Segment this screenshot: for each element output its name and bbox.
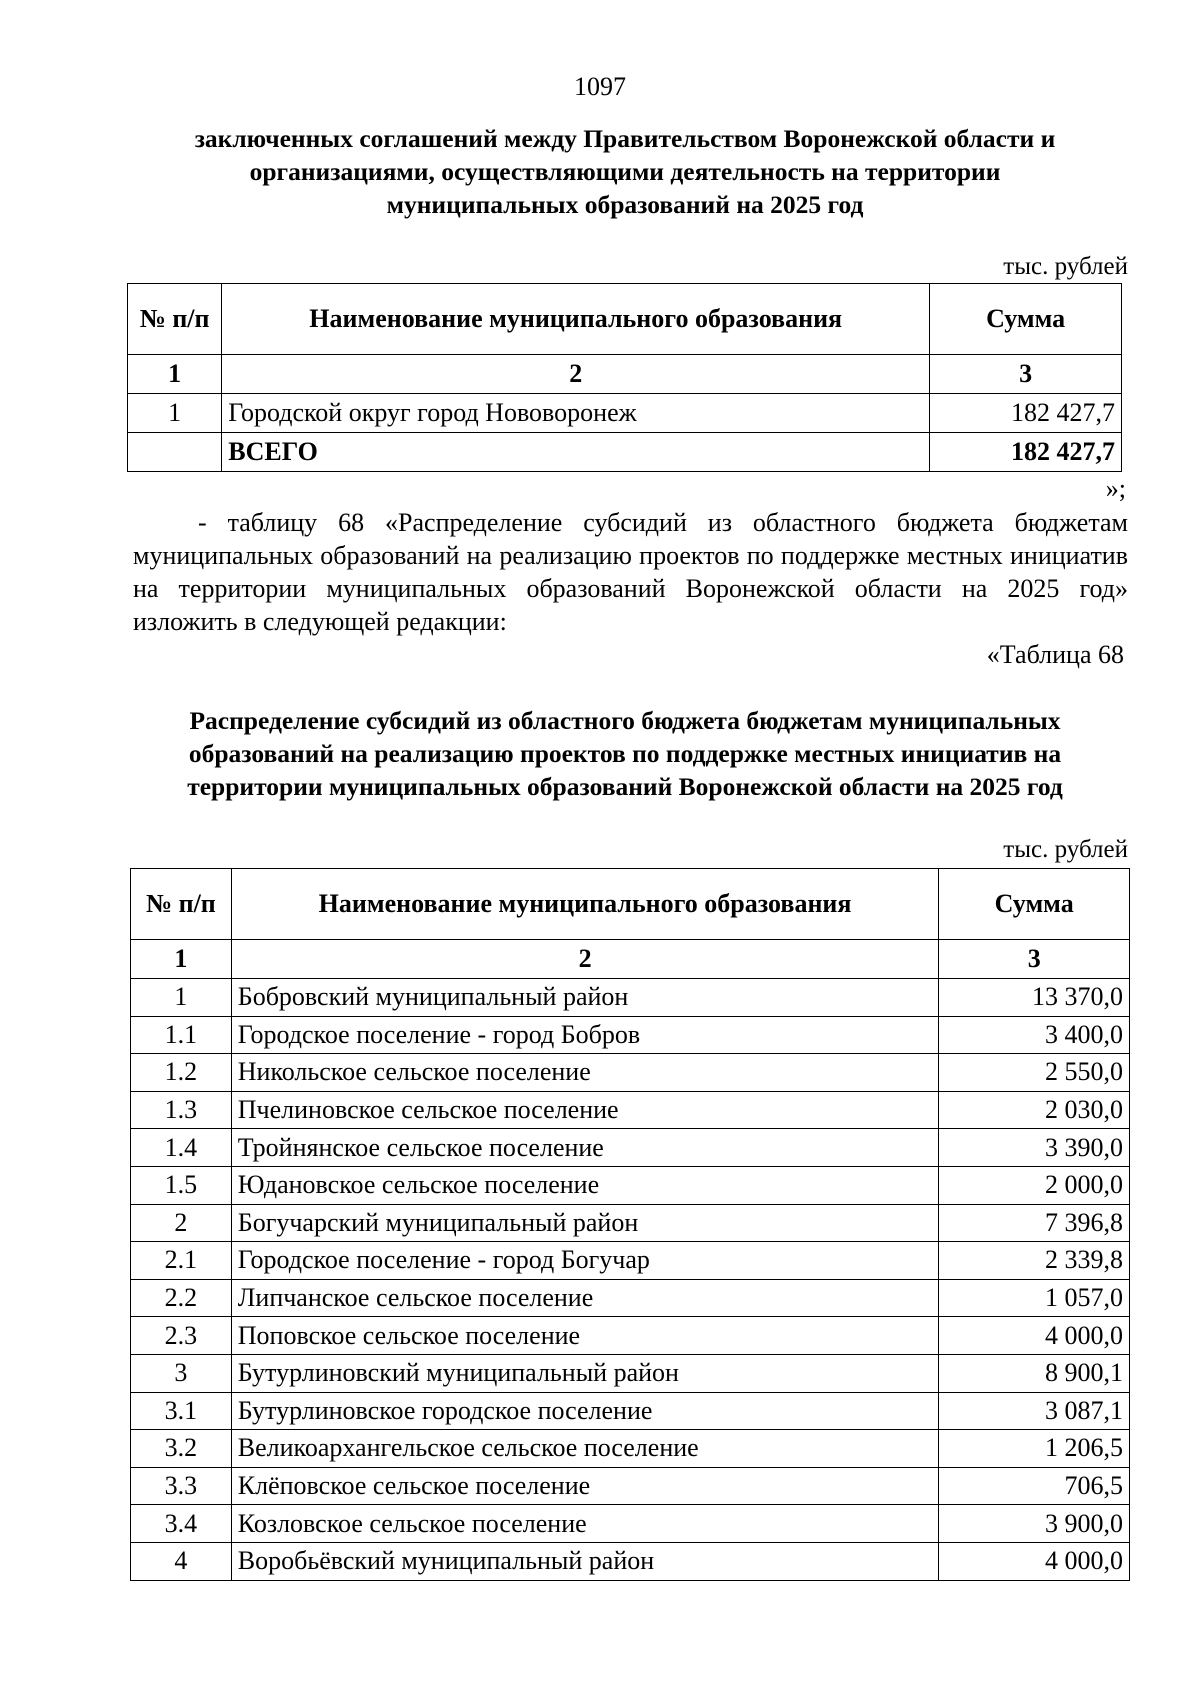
table-row <box>131 1129 1130 1167</box>
column-number: 3 <box>930 355 1122 394</box>
row-sum: 3 400,0 <box>939 1016 1130 1054</box>
row-name: Тройнянское сельское поселение <box>231 1129 939 1167</box>
column-number: 2 <box>231 940 939 979</box>
heading-line: территории муниципальных образований Воронежской области на 2025 год <box>187 772 1063 801</box>
row-name: Бутурлиновское городское поселение <box>231 1392 939 1430</box>
column-number-row <box>128 355 1122 394</box>
header-sum: Сумма <box>930 284 1122 355</box>
total-row <box>128 433 1122 472</box>
header-name: Наименование муниципального образования <box>222 284 930 355</box>
row-name: Пчелиновское сельское поселение <box>231 1091 939 1129</box>
row-num: 1.4 <box>131 1129 232 1167</box>
row-num: 2 <box>131 1204 232 1242</box>
row-num: 3 <box>131 1354 232 1392</box>
row-name: Козловское сельское поселение <box>231 1505 939 1543</box>
row-sum: 13 370,0 <box>939 979 1130 1017</box>
row-sum: 4 000,0 <box>939 1542 1130 1580</box>
heading-subsidies <box>130 704 1120 803</box>
row-num: 2.2 <box>131 1279 232 1317</box>
row-name: Городской округ город Нововоронеж <box>222 394 930 433</box>
header-name: Наименование муниципального образования <box>231 869 939 940</box>
closing-quote: »; <box>1105 474 1126 503</box>
total-label: ВСЕГО <box>222 433 930 472</box>
row-name: Юдановское сельское поселение <box>231 1166 939 1204</box>
row-sum: 3 900,0 <box>939 1505 1130 1543</box>
row-num: 1.3 <box>131 1091 232 1129</box>
amendment-paragraph <box>133 506 1128 638</box>
heading-line: организациями, осуществляющими деятельность на территории <box>249 157 1001 186</box>
row-sum: 3 390,0 <box>939 1129 1130 1167</box>
row-sum: 706,5 <box>939 1467 1130 1505</box>
row-name: Воробьёвский муниципальный район <box>231 1542 939 1580</box>
row-name: Городское поселение - город Бобров <box>231 1016 939 1054</box>
row-num: 1.1 <box>131 1016 232 1054</box>
table-row <box>131 1091 1130 1129</box>
row-num: 3.1 <box>131 1392 232 1430</box>
column-number: 2 <box>222 355 930 394</box>
units-label: тыс. рублей <box>1003 253 1128 280</box>
table-row <box>131 1054 1130 1092</box>
row-name: Никольское сельское поселение <box>231 1054 939 1092</box>
page-number: 1097 <box>574 72 626 101</box>
heading-line: муниципальных образований на 2025 год <box>386 190 864 219</box>
row-name: Бутурлиновский муниципальный район <box>231 1354 939 1392</box>
total-sum: 182 427,7 <box>930 433 1122 472</box>
subsidies-table <box>130 868 1130 1581</box>
table-row <box>131 1430 1130 1468</box>
row-sum: 1 057,0 <box>939 1279 1130 1317</box>
table-row <box>131 1242 1130 1280</box>
row-sum: 2 000,0 <box>939 1166 1130 1204</box>
heading-line: заключенных соглашений между Правительством Воронежской области и <box>194 124 1056 153</box>
column-number: 3 <box>939 940 1130 979</box>
row-num: 1 <box>128 394 222 433</box>
row-sum: 1 206,5 <box>939 1430 1130 1468</box>
heading-agreements <box>130 122 1120 221</box>
header-num: № п/п <box>131 869 232 940</box>
row-sum: 2 030,0 <box>939 1091 1130 1129</box>
heading-line: образований на реализацию проектов по поддержке местных инициатив на <box>188 739 1062 768</box>
header-sum: Сумма <box>939 869 1130 940</box>
table-row <box>131 1016 1130 1054</box>
table-row <box>128 394 1122 433</box>
row-sum: 2 550,0 <box>939 1054 1130 1092</box>
row-num: 3.4 <box>131 1505 232 1543</box>
table-row <box>131 1204 1130 1242</box>
row-num: 1.2 <box>131 1054 232 1092</box>
table-row <box>131 1505 1130 1543</box>
table-header-row <box>131 869 1130 940</box>
units-label: тыс. рублей <box>1003 836 1128 863</box>
table-label: «Таблица 68 <box>986 640 1124 669</box>
row-sum: 8 900,1 <box>939 1354 1130 1392</box>
column-number: 1 <box>128 355 222 394</box>
row-num: 2.3 <box>131 1317 232 1355</box>
row-num: 1 <box>131 979 232 1017</box>
row-sum: 4 000,0 <box>939 1317 1130 1355</box>
table-row <box>131 1542 1130 1580</box>
row-num: 3.2 <box>131 1430 232 1468</box>
row-name: Великоархангельское сельское поселение <box>231 1430 939 1468</box>
agreements-table <box>127 283 1122 472</box>
table-row <box>131 1354 1130 1392</box>
row-name: Богучарский муниципальный район <box>231 1204 939 1242</box>
paragraph-text: - таблицу 68 «Распределение субсидий из областного бюджета бюджетам муниципальных образований на реализацию проектов по поддержке местных инициатив на территории муниципальных образований Воронежской области на 2025 год» изложить в следующей редакции: <box>133 508 1128 636</box>
row-num <box>128 433 222 472</box>
table-row <box>131 1467 1130 1505</box>
table-row <box>131 1279 1130 1317</box>
row-name: Бобровский муниципальный район <box>231 979 939 1017</box>
table-header-row <box>128 284 1122 355</box>
row-sum: 3 087,1 <box>939 1392 1130 1430</box>
row-num: 2.1 <box>131 1242 232 1280</box>
column-number: 1 <box>131 940 232 979</box>
column-number-row <box>131 940 1130 979</box>
row-num: 4 <box>131 1542 232 1580</box>
table-row <box>131 1166 1130 1204</box>
table-row <box>131 979 1130 1017</box>
heading-line: Распределение субсидий из областного бюджета бюджетам муниципальных <box>189 706 1061 735</box>
row-sum: 7 396,8 <box>939 1204 1130 1242</box>
row-name: Поповское сельское поселение <box>231 1317 939 1355</box>
header-num: № п/п <box>128 284 222 355</box>
table-row <box>131 1317 1130 1355</box>
row-sum: 182 427,7 <box>930 394 1122 433</box>
row-num: 3.3 <box>131 1467 232 1505</box>
row-sum: 2 339,8 <box>939 1242 1130 1280</box>
row-name: Городское поселение - город Богучар <box>231 1242 939 1280</box>
row-num: 1.5 <box>131 1166 232 1204</box>
row-name: Клёповское сельское поселение <box>231 1467 939 1505</box>
table-row <box>131 1392 1130 1430</box>
row-name: Липчанское сельское поселение <box>231 1279 939 1317</box>
